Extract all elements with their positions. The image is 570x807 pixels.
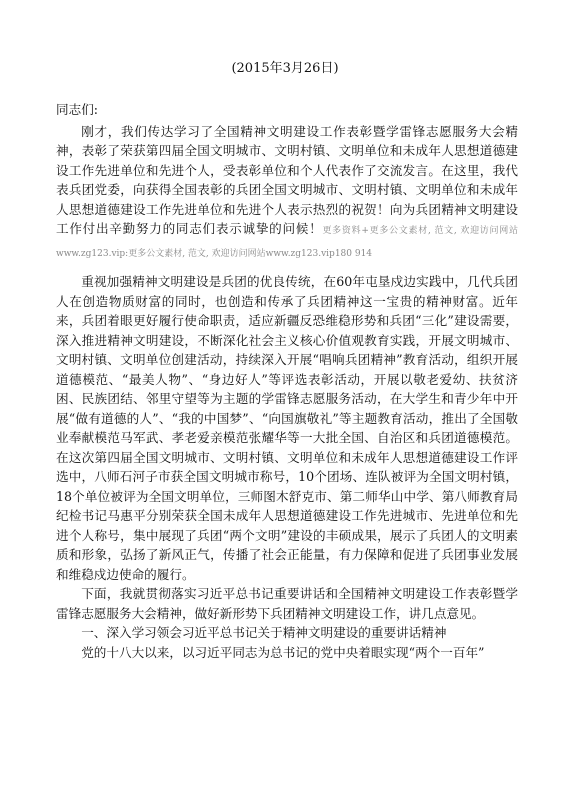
speech-body: [56, 100, 518, 662]
watermark-text: 更多资料+更多公文素材, 范文, 欢迎访问网站www.zg123.vip:更多公文素材, 范文, 欢迎访问网站www.zg123.vip180 914: [56, 226, 518, 259]
paragraph-achievements: 重视加强精神文明建设是兵团的优良传统，在60年屯垦戍边实践中，几代兵团人在创造物质财富的同时，也创造和传承了兵团精神这一宝贵的精神财富。近年来，兵团着眼更好履行使命职责，适应新疆反恐维稳形势和兵团“三化”建设需要，深入推进精神文明建设，不断深化社会主义核心价值观教育实践，开展文明城市、文明村镇、文明单位创建活动，持续深入开展“唱响兵团精神”教育活动，组织开展道德模范、“最美人物”、“身边好人”等评选表彰活动，开展以敬老爱幼、扶贫济困、民族团结、邻里守望等为主题的学雷锋志愿服务活动，在大学生和青少年中开展“做有道德的人”、“我的中国梦”、“向国旗敬礼”等主题教育活动，推出了全国敬业奉献模范马军武、孝老爱亲模范张耀华等一大批全国、自治区和兵团道德模范。在这次第四届全国文明城市、文明村镇、文明单位和未成年人思想道德建设工作评选中，八师石河子市获全国文明城市称号，10个团场、连队被评为全国文明村镇，18个单位被评为全国文明单位，三师图木舒克市、第二师华山中学、第八师教育局纪检书记马惠平分别荣获全国未成年人思想道德建设工作先进城市、先进单位和先进个人称号，集中展现了兵团“两个文明”建设的丰硕成果，展示了兵团人的文明素质和形象，弘扬了新风正气，传播了社会正能量，有力保障和促进了兵团事业发展和维稳戍边使命的履行。: [56, 274, 518, 582]
paragraph-transition: 下面，我就贯彻落实习近平总书记重要讲话和全国精神文明建设工作表彰暨学雷锋志愿服务大会精神，做好新形势下兵团精神文明建设工作，讲几点意见。: [56, 586, 518, 621]
section-heading-1: 一、深入学习领会习近平总书记关于精神文明建设的重要讲话精神: [81, 625, 447, 640]
paragraph-opening-text: 刚才，我们传达学习了全国精神文明建设工作表彰暨学雷锋志愿服务大会精神，表彰了荣获第四届全国文明城市、文明村镇、文明单位和未成年人思想道德建设工作先进单位和先进个人，受表彰单位和个人代表作了交流发言。在这里，我代表兵团党委，向获得全国表彰的兵团全国文明城市、文明村镇、文明单位和未成年人思想道德建设工作先进单位和先进个人表示热烈的祝贺！向为兵团精神文明建设工作付出辛勤努力的同志们表示诚挚的问候！: [56, 123, 518, 236]
paragraph-gap: [56, 264, 518, 272]
paragraph-opening: [56, 122, 518, 265]
salutation: 同志们:: [56, 102, 99, 117]
speech-date: (2015年3月26日): [231, 61, 339, 76]
paragraph-section-1: 党的十八大以来，以习近平同志为总书记的党中央着眼实现“两个一百年”: [81, 644, 485, 660]
